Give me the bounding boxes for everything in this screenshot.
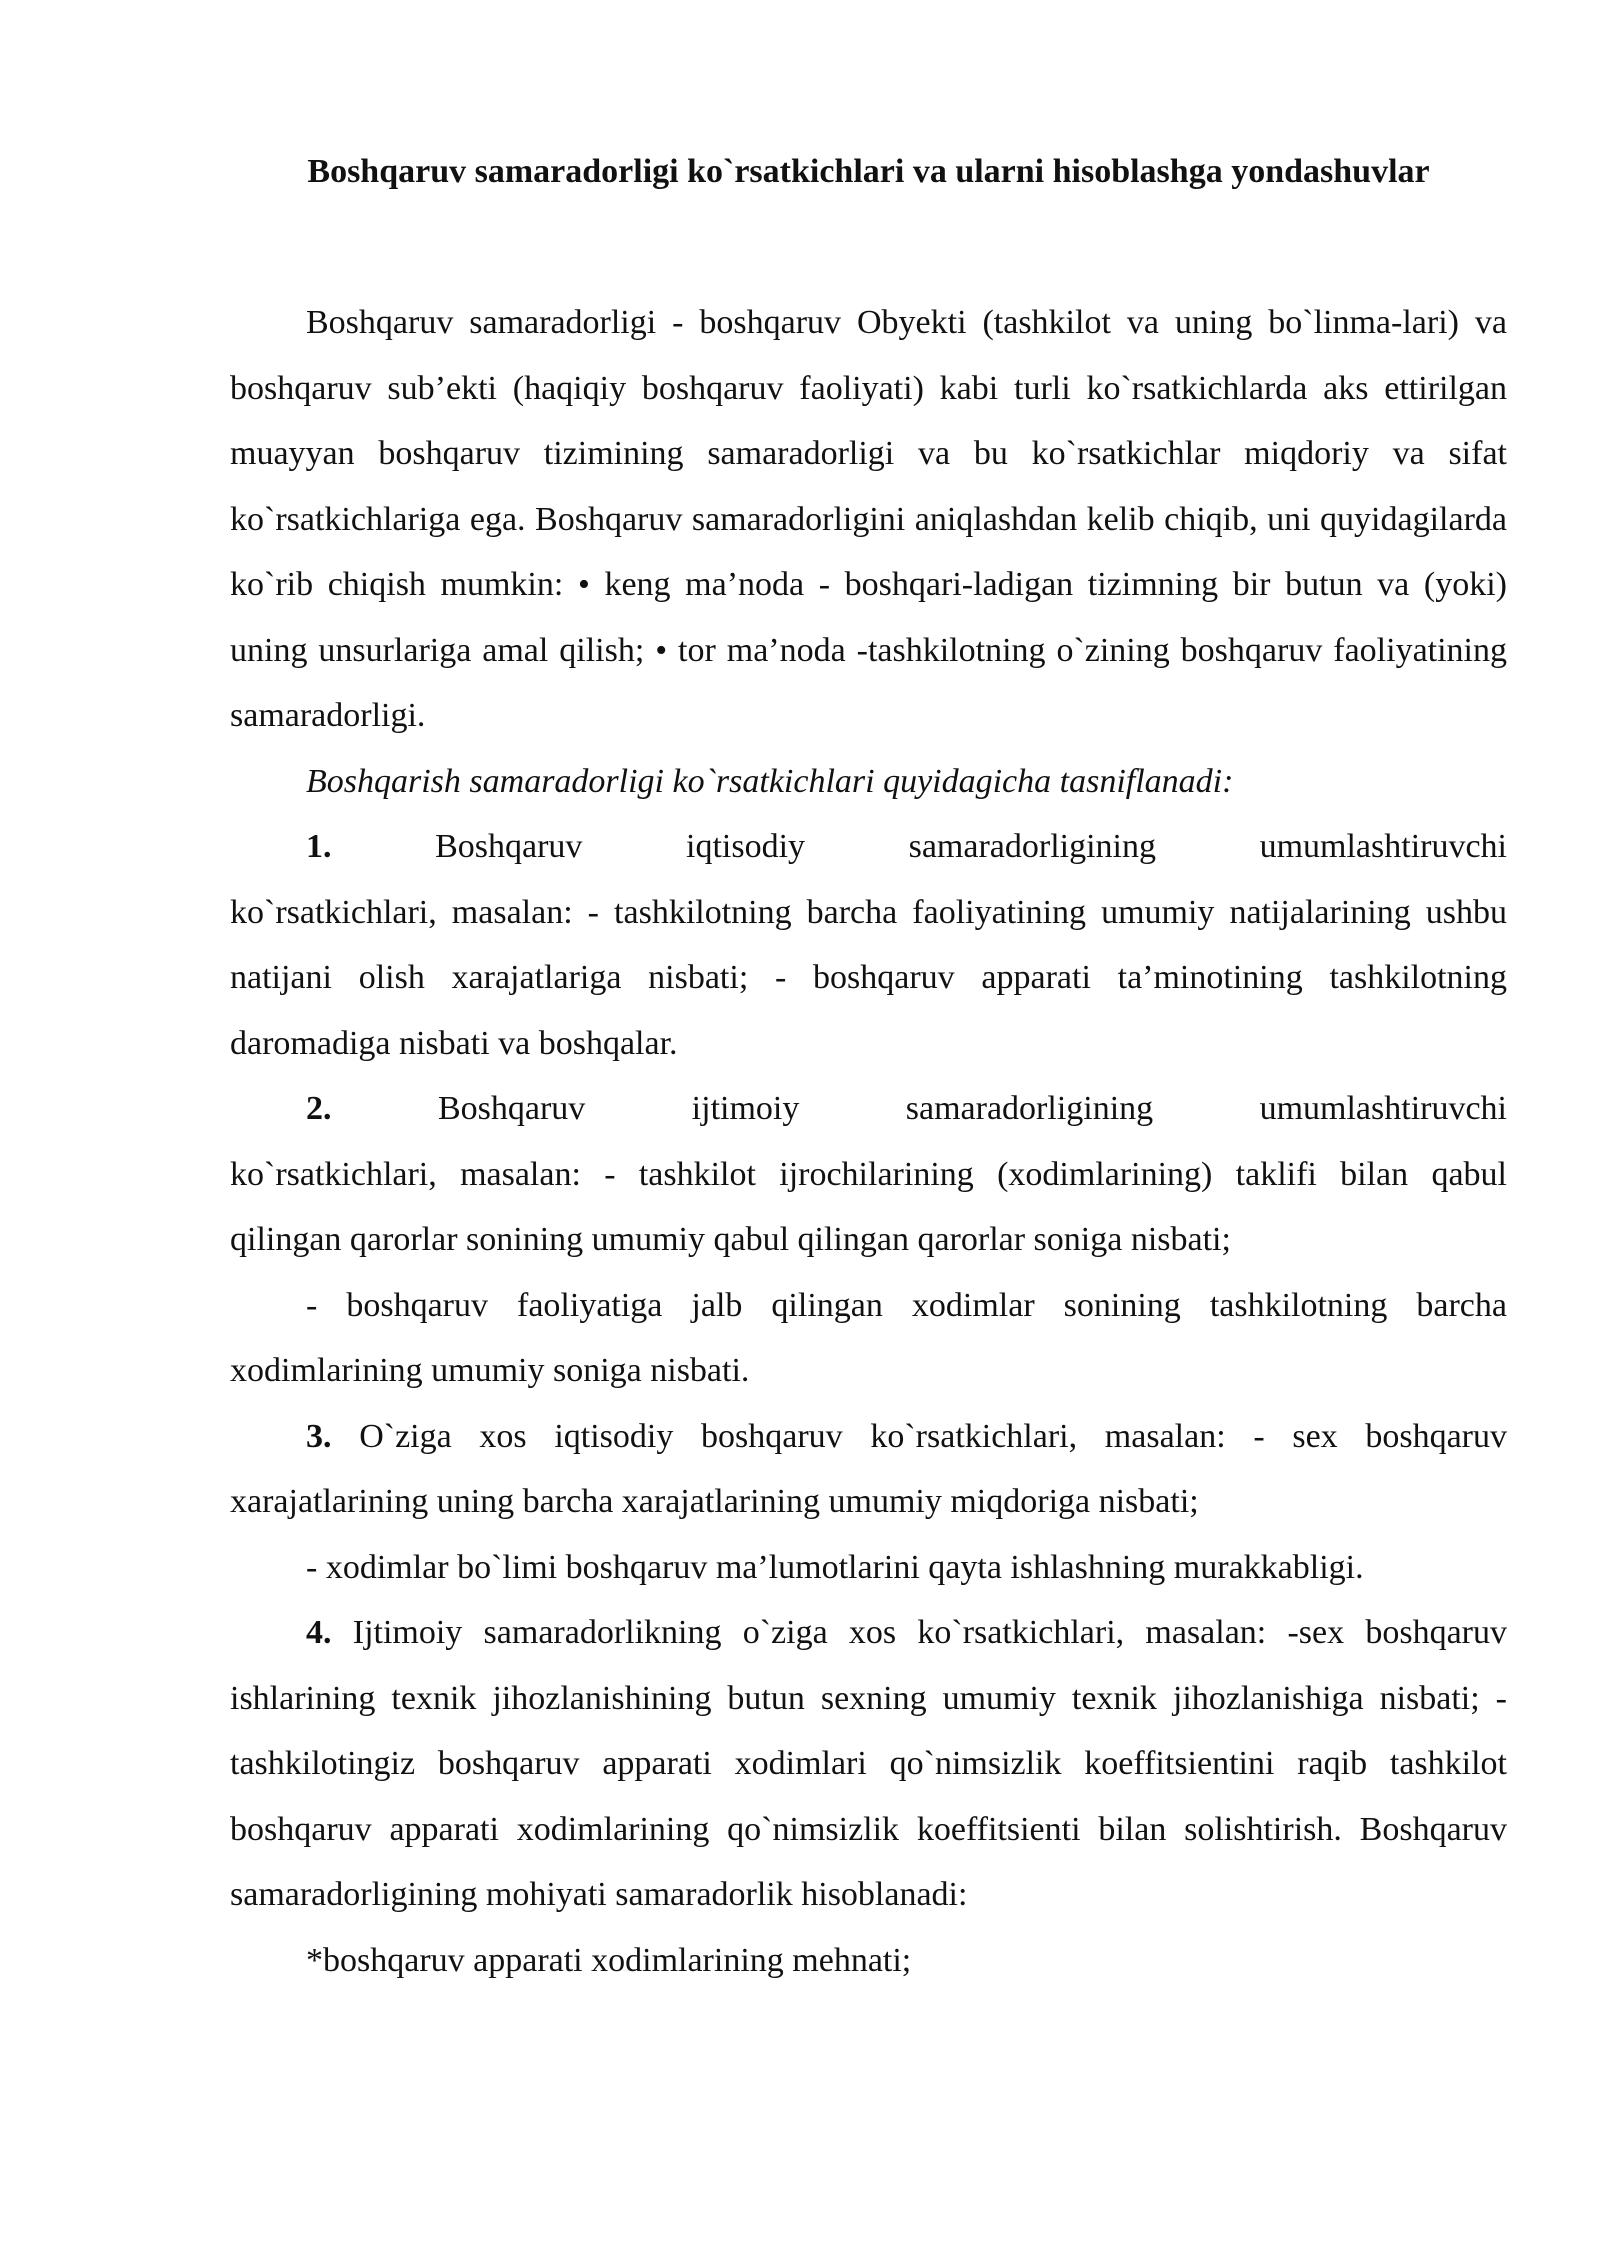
- classification-heading: Boshqarish samaradorligi ko`rsatkichlari quyidagicha tasniflanadi:: [306, 762, 1234, 800]
- item-3-paragraph: [230, 1404, 1507, 1535]
- item-4-text: Ijtimoiy samaradorlikning o`ziga xos ko`rsatkichlari, masalan: -sex boshqaruv ishlarining texnik jihozlanishining butun sexning umumiy texnik jihozlanishiga nisbati; -tashkilotingiz boshqaruv apparati xodimlari qo`nimsizlik koeffitsientini raqib tashkilot boshqaruv apparati xodimlarining qo`nimsizlik koeffitsienti bilan solishtirish. Boshqaruv samaradorligining mohiyati samaradorlik hisoblanadi:: [230, 1614, 1508, 1913]
- item-2-first-line-text: Boshqaruv ijtimoiy samaradorligining umumlashtiruvchi: [437, 1090, 1508, 1127]
- item-3-number: 3.: [306, 1417, 332, 1455]
- item-4-paragraph: [230, 1600, 1507, 1928]
- last-line: *boshqaruv apparati xodimlarining mehnati;: [306, 1941, 912, 1979]
- item-4-number: 4.: [306, 1614, 332, 1651]
- item-3-text: O`ziga xos iqtisodiy boshqaruv ko`rsatkichlari, masalan: - sex boshqaruv xarajatlarining uning barcha xarajatlarining umumiy miqdoriga nisbati;: [230, 1417, 1508, 1520]
- item-1-first-line-text: Boshqaruv iqtisodiy samaradorligining umumlashtiruvchi: [435, 828, 1507, 865]
- item-2-number: 2.: [306, 1090, 332, 1127]
- document-title: Boshqaruv samaradorligi ko`rsatkichlari va ularni hisoblashga yondashuvlar: [307, 153, 1430, 190]
- item-2-continuation: - boshqaruv faoliyatiga jalb qilingan xodimlar sonining tashkilotning barcha xodimlarining umumiy soniga nisbati.: [230, 1286, 1507, 1389]
- intro-paragraph: Boshqaruv samaradorligi - boshqaruv Obyekti (tashkilot va uning bo`linma-lari) va boshqaruv sub’ekti (haqiqiy boshqaruv faoliyati) kabi turli ko`rsatkichlarda aks ettirilgan muayyan boshqaruv tizimining samaradorligi va bu ko`rsatkichlar miqdoriy va sifat ko`rsatkichlariga ega. Boshqaruv samaradorligini aniqlashdan kelib chiqib, uni quyidagilarda ko`rib chiqish mumkin: • keng ma’noda - boshqari-ladigan tizimning bir butun va (yoki) uning unsurlariga amal qilish; • tor ma’noda -tashkilotning o`zining boshqaruv faoliyatining samaradorligi.: [230, 304, 1507, 734]
- item-1-number: 1.: [306, 828, 332, 865]
- item-1-body: ko`rsatkichlari, masalan: - tashkilotning barcha faoliyatining umumiy natijalarining ushbu natijani olish xarajatlariga nisbati; - boshqaruv apparati ta’minotining tashkilotning daromadiga nisbati va boshqalar.: [230, 893, 1507, 1062]
- document-page: [230, 150, 1507, 1993]
- item-1-first-line: [230, 814, 1507, 880]
- item-2-body: ko`rsatkichlari, masalan: - tashkilot ijrochilarining (xodimlarining) taklifi bilan qabul qilingan qarorlar sonining umumiy qabul qilingan qarorlar soniga nisbati;: [230, 1155, 1507, 1258]
- item-3-continuation: - xodimlar bo`limi boshqaruv ma’lumotlarini qayta ishlashning murakkabligi.: [306, 1548, 1364, 1586]
- item-2-first-line: [230, 1076, 1507, 1142]
